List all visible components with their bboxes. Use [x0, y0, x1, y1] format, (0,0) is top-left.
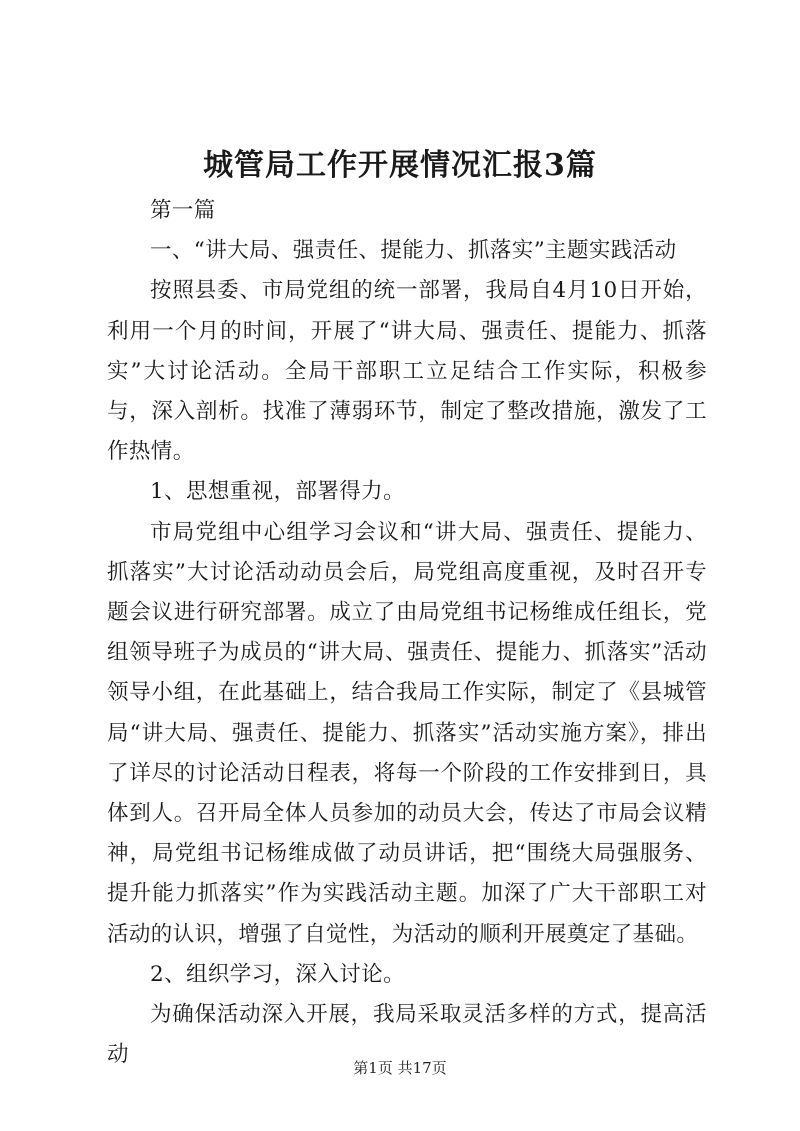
body-paragraph: 按照县委、市局党组的统一部署，我局自4月10日开始，利用一个月的时间，开展了“讲大局、强责任、提能力、抓落实”大讨论活动。全局干部职工立足结合工作实际，积极参与，深入剖析。找准了薄弱环节，制定了整改措施，激发了工作热情。 — [107, 278, 707, 465]
item-heading-2: 2、组织学习，深入讨论。 — [150, 961, 405, 987]
document-body — [107, 191, 707, 1075]
body-paragraph: 为确保活动深入开展，我局采取灵活多样的方式，提高活动 — [107, 1002, 707, 1068]
item-heading-1: 1、思想重视，部署得力。 — [150, 479, 405, 505]
document-title: 城管局工作开展情况汇报3篇 — [203, 148, 597, 183]
body-paragraph: 市局党组中心组学习会议和“讲大局、强责任、提能力、抓落实”大讨论活动动员会后，局党组高度重视，及时召开专题会议进行研究部署。成立了由局党组书记杨维成任组长，党组领导班子为成员的“讲大局、强责任、提能力、抓落实”活动领导小组，在此基础上，结合我局工作实际，制定了《县城管局“讲大局、强责任、提能力、抓落实”活动实施方案》，排出了详尽的讨论活动日程表，将每一个阶段的工作安排到日，具体到人。召开局全体人员参加的动员大会，传达了市局会议精神，局党组书记杨维成做了动员讲话，把“围绕大局强服务、提升能力抓落实”作为实践活动主题。加深了广大干部职工对活动的认识，增强了自觉性，为活动的顺利开展奠定了基础。 — [107, 519, 707, 947]
subsection-heading: 一、“讲大局、强责任、提能力、抓落实”主题实践活动 — [150, 238, 677, 264]
section-heading-first: 第一篇 — [150, 198, 216, 223]
page-number-footer: 第1页 共17页 — [353, 1059, 447, 1077]
